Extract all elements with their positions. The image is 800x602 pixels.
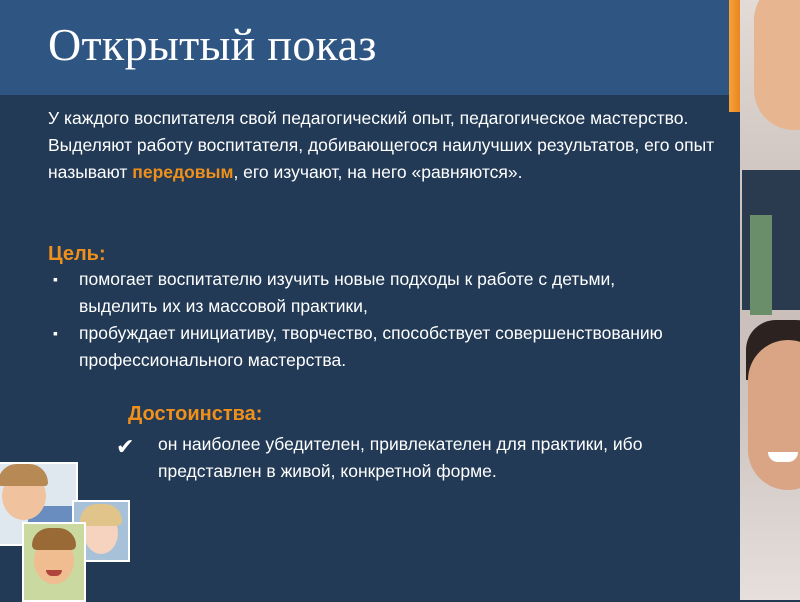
goal-list-item: [48, 266, 698, 320]
goal-item-text: помогает воспитателю изучить новые подходы к работе с детьми, выделить их из массовой практики,: [79, 269, 616, 316]
intro-highlight: передовым: [132, 162, 234, 182]
children-photos: [0, 460, 140, 600]
goal-heading: Цель:: [48, 243, 106, 265]
intro-paragraph: [48, 105, 728, 186]
smiling-man-photo: [754, 0, 800, 130]
goal-list-item: [48, 320, 698, 374]
merit-text: он наиболее убедителен, привлекателен для практики, ибо представлен в живой, конкретной форме.: [158, 434, 643, 481]
people-photo: [740, 0, 800, 600]
square-bullet-icon: ▪: [53, 271, 58, 287]
checkmark-icon: ✔: [116, 434, 135, 459]
merit-item: [116, 431, 736, 485]
goal-item-text: пробуждает инициативу, творчество, способствует совершенствованию профессионального мастерства.: [79, 323, 663, 370]
intro-text-end: , его изучают, на него «равняются».: [233, 162, 523, 182]
intro-text-start: У каждого воспитателя свой педагогический опыт, педагогическое мастерство. Выделяют работу воспитателя, добивающегося наилучших результатов, его опыт называют: [48, 108, 715, 182]
smiling-woman-photo: [748, 340, 800, 490]
square-bullet-icon: ▪: [53, 325, 58, 341]
slide-title: Открытый показ: [48, 19, 377, 70]
goal-list: [48, 266, 698, 374]
merits-heading: Достоинства:: [128, 403, 263, 425]
tie-shape: [750, 215, 772, 315]
child-photo-3: [22, 522, 86, 602]
